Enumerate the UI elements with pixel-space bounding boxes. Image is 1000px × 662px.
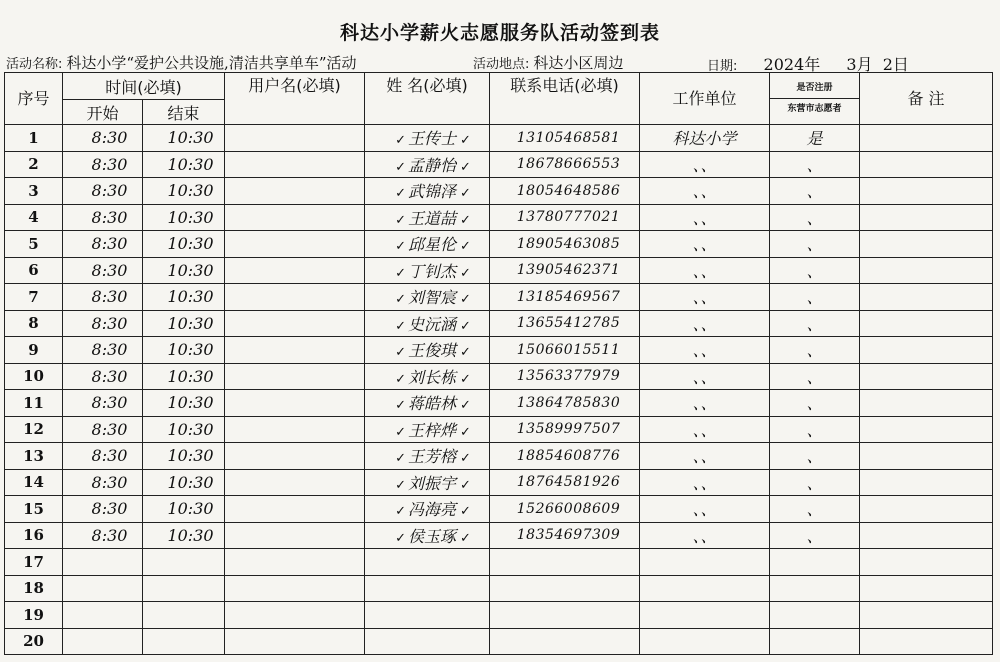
row-unit [640, 575, 770, 602]
row-username [225, 310, 365, 337]
row-name [365, 178, 490, 205]
row-end-time: 10:30 [143, 310, 225, 337]
row-registered: 、 [770, 257, 860, 284]
table-row [5, 204, 993, 231]
row-username [225, 443, 365, 470]
col-end-header: 结束 [143, 100, 225, 125]
check-mark-icon: ✓ [395, 239, 406, 255]
row-start-time: 8:30 [63, 284, 143, 311]
row-phone: 18764581926 [490, 469, 640, 496]
row-seq: 14 [5, 469, 63, 496]
row-remarks [860, 522, 993, 549]
row-registered [770, 602, 860, 629]
row-registered [770, 575, 860, 602]
row-remarks [860, 231, 993, 258]
row-name [365, 575, 490, 602]
row-unit: 、、 [640, 390, 770, 417]
row-end-time: 10:30 [143, 231, 225, 258]
check-mark-icon: ✓ [460, 398, 471, 414]
check-mark-icon: ✓ [460, 159, 471, 175]
row-end-time: 10:30 [143, 522, 225, 549]
row-end-time: 10:30 [143, 469, 225, 496]
row-name-text: 刘长栋 [407, 367, 456, 387]
check-mark-icon: ✓ [395, 371, 406, 387]
row-phone [490, 549, 640, 576]
row-registered: 、 [770, 443, 860, 470]
row-start-time: 8:30 [63, 178, 143, 205]
row-name-text: 蒋皓林 [407, 394, 456, 414]
row-remarks [860, 469, 993, 496]
row-remarks [860, 443, 993, 470]
row-end-time: 10:30 [143, 151, 225, 178]
check-mark-icon: ✓ [460, 345, 471, 361]
row-start-time: 8:30 [63, 151, 143, 178]
row-end-time: 10:30 [143, 443, 225, 470]
check-mark-icon: ✓ [460, 530, 471, 546]
row-start-time [63, 602, 143, 629]
row-username [225, 496, 365, 523]
row-name [365, 496, 490, 523]
row-seq: 2 [5, 151, 63, 178]
row-unit: 、、 [640, 204, 770, 231]
row-username [225, 628, 365, 655]
table-row [5, 549, 993, 576]
row-registered: 、 [770, 469, 860, 496]
table-row [5, 602, 993, 629]
row-seq: 7 [5, 284, 63, 311]
row-remarks [860, 628, 993, 655]
col-username-header: 用户名(必填) [225, 73, 365, 125]
row-name-text: 武锦泽 [407, 182, 456, 202]
check-mark-icon: ✓ [395, 477, 406, 493]
table-row [5, 178, 993, 205]
check-mark-icon: ✓ [460, 212, 471, 228]
signin-table [4, 72, 993, 655]
row-phone [490, 628, 640, 655]
row-end-time: 10:30 [143, 284, 225, 311]
table-row [5, 575, 993, 602]
row-start-time: 8:30 [63, 390, 143, 417]
row-username [225, 549, 365, 576]
row-start-time: 8:30 [63, 257, 143, 284]
row-seq: 12 [5, 416, 63, 443]
sheet-title: 科达小学薪火志愿服务队活动签到表 [339, 22, 660, 44]
row-registered [770, 628, 860, 655]
check-mark-icon: ✓ [460, 186, 471, 202]
row-phone [490, 575, 640, 602]
row-name-text: 王俊琪 [407, 341, 456, 361]
row-name [365, 628, 490, 655]
check-mark-icon: ✓ [395, 504, 406, 520]
row-registered: 、 [770, 496, 860, 523]
table-row [5, 443, 993, 470]
row-end-time: 10:30 [143, 337, 225, 364]
row-name [365, 284, 490, 311]
table-row [5, 284, 993, 311]
date-year: 2024年 [763, 55, 821, 74]
row-unit: 、、 [640, 522, 770, 549]
row-seq: 3 [5, 178, 63, 205]
row-registered: 、 [770, 310, 860, 337]
row-remarks [860, 575, 993, 602]
row-registered: 、 [770, 522, 860, 549]
row-start-time: 8:30 [63, 125, 143, 152]
row-name [365, 204, 490, 231]
row-name-text: 侯玉琢 [407, 526, 456, 546]
activity-name [6, 52, 357, 73]
activity-location-value: 科达小区周边 [533, 54, 624, 72]
row-phone: 13655412785 [490, 310, 640, 337]
row-unit [640, 602, 770, 629]
check-mark-icon: ✓ [395, 265, 406, 281]
row-name-text: 刘智宸 [407, 288, 456, 308]
row-name [365, 363, 490, 390]
row-phone: 18905463085 [490, 231, 640, 258]
row-unit [640, 549, 770, 576]
row-phone: 18678666553 [490, 151, 640, 178]
row-name-text: 王梓烨 [407, 420, 456, 440]
check-mark-icon: ✓ [395, 133, 406, 149]
check-mark-icon: ✓ [460, 318, 471, 334]
row-seq: 16 [5, 522, 63, 549]
row-name [365, 337, 490, 364]
row-remarks [860, 416, 993, 443]
row-name [365, 390, 490, 417]
row-phone: 18354697309 [490, 522, 640, 549]
row-unit: 、、 [640, 469, 770, 496]
row-unit: 、、 [640, 231, 770, 258]
row-username [225, 575, 365, 602]
row-unit: 、、 [640, 284, 770, 311]
row-start-time: 8:30 [63, 337, 143, 364]
row-seq: 11 [5, 390, 63, 417]
row-name-text: 邱星伦 [407, 235, 456, 255]
check-mark-icon: ✓ [460, 371, 471, 387]
row-remarks [860, 602, 993, 629]
row-unit: 、、 [640, 363, 770, 390]
row-end-time: 10:30 [143, 257, 225, 284]
row-username [225, 602, 365, 629]
check-mark-icon: ✓ [460, 504, 471, 520]
row-phone: 18854608776 [490, 443, 640, 470]
row-phone: 13185469567 [490, 284, 640, 311]
row-registered: 、 [770, 284, 860, 311]
row-start-time: 8:30 [63, 204, 143, 231]
date-day: 2日 [882, 55, 909, 74]
table-row [5, 469, 993, 496]
check-mark-icon: ✓ [460, 424, 471, 440]
row-username [225, 151, 365, 178]
row-seq: 13 [5, 443, 63, 470]
row-remarks [860, 496, 993, 523]
row-remarks [860, 337, 993, 364]
row-start-time: 8:30 [63, 363, 143, 390]
row-end-time [143, 602, 225, 629]
row-remarks [860, 178, 993, 205]
check-mark-icon: ✓ [395, 186, 406, 202]
activity-name-value: 科达小学“爱护公共设施,清洁共享单车”活动 [66, 54, 357, 72]
row-start-time [63, 628, 143, 655]
row-start-time: 8:30 [63, 469, 143, 496]
row-seq: 4 [5, 204, 63, 231]
row-remarks [860, 390, 993, 417]
col-unit-header: 工作单位 [640, 73, 770, 125]
row-registered: 、 [770, 231, 860, 258]
row-registered: 、 [770, 178, 860, 205]
row-unit: 、、 [640, 310, 770, 337]
row-username [225, 257, 365, 284]
row-name [365, 257, 490, 284]
row-username [225, 204, 365, 231]
row-unit: 、、 [640, 337, 770, 364]
date-month: 3月 [846, 55, 873, 74]
row-unit: 、、 [640, 178, 770, 205]
row-name [365, 602, 490, 629]
row-name-text: 王道喆 [407, 208, 456, 228]
row-username [225, 178, 365, 205]
row-registered: 、 [770, 151, 860, 178]
check-mark-icon: ✓ [460, 265, 471, 281]
row-username [225, 390, 365, 417]
row-registered: 、 [770, 390, 860, 417]
row-name [365, 125, 490, 152]
row-start-time [63, 549, 143, 576]
row-remarks [860, 310, 993, 337]
row-remarks [860, 284, 993, 311]
row-registered: 、 [770, 363, 860, 390]
table-row [5, 151, 993, 178]
table-row [5, 416, 993, 443]
check-mark-icon: ✓ [460, 477, 471, 493]
row-remarks [860, 151, 993, 178]
row-end-time: 10:30 [143, 390, 225, 417]
activity-location-label: 活动地点: [473, 57, 530, 72]
row-registered: 、 [770, 204, 860, 231]
row-username [225, 363, 365, 390]
row-end-time: 10:30 [143, 496, 225, 523]
row-end-time [143, 628, 225, 655]
table-row [5, 257, 993, 284]
check-mark-icon: ✓ [460, 133, 471, 149]
row-phone: 13589997507 [490, 416, 640, 443]
activity-location [473, 52, 623, 73]
row-start-time: 8:30 [63, 443, 143, 470]
row-unit: 、、 [640, 416, 770, 443]
row-phone: 18054648586 [490, 178, 640, 205]
row-seq: 19 [5, 602, 63, 629]
row-seq: 15 [5, 496, 63, 523]
row-seq: 1 [5, 125, 63, 152]
registered-title: 是否注册 [796, 83, 833, 93]
row-start-time: 8:30 [63, 416, 143, 443]
row-seq: 17 [5, 549, 63, 576]
row-name [365, 231, 490, 258]
check-mark-icon: ✓ [395, 292, 406, 308]
row-name-text: 王芳榕 [407, 447, 456, 467]
table-row [5, 125, 993, 152]
check-mark-icon: ✓ [460, 451, 471, 467]
row-unit: 科达小学 [640, 125, 770, 152]
col-registered-header [770, 73, 860, 125]
row-end-time: 10:30 [143, 178, 225, 205]
row-username [225, 284, 365, 311]
row-name [365, 310, 490, 337]
check-mark-icon: ✓ [395, 159, 406, 175]
row-remarks [860, 363, 993, 390]
row-name [365, 522, 490, 549]
row-name [365, 443, 490, 470]
row-remarks [860, 125, 993, 152]
table-row [5, 390, 993, 417]
table-row [5, 363, 993, 390]
row-registered: 、 [770, 416, 860, 443]
row-unit: 、、 [640, 496, 770, 523]
row-name [365, 151, 490, 178]
row-start-time: 8:30 [63, 310, 143, 337]
row-registered [770, 549, 860, 576]
check-mark-icon: ✓ [395, 451, 406, 467]
table-row [5, 628, 993, 655]
col-remarks-header: 备 注 [860, 73, 993, 125]
row-name-text: 王传士 [407, 129, 456, 149]
row-name-text: 丁钊杰 [407, 261, 456, 281]
activity-name-label: 活动名称: [6, 57, 63, 72]
row-phone: 13864785830 [490, 390, 640, 417]
row-seq: 5 [5, 231, 63, 258]
row-name [365, 469, 490, 496]
row-name [365, 416, 490, 443]
check-mark-icon: ✓ [460, 239, 471, 255]
table-row [5, 337, 993, 364]
row-name [365, 549, 490, 576]
check-mark-icon: ✓ [395, 530, 406, 546]
check-mark-icon: ✓ [395, 212, 406, 228]
row-remarks [860, 257, 993, 284]
row-phone: 15066015511 [490, 337, 640, 364]
table-row [5, 522, 993, 549]
col-start-header: 开始 [63, 100, 143, 125]
check-mark-icon: ✓ [395, 424, 406, 440]
row-username [225, 337, 365, 364]
col-seq-header: 序号 [5, 73, 63, 125]
row-end-time [143, 549, 225, 576]
row-unit: 、、 [640, 443, 770, 470]
row-end-time: 10:30 [143, 204, 225, 231]
check-mark-icon: ✓ [395, 318, 406, 334]
row-username [225, 125, 365, 152]
row-username [225, 416, 365, 443]
row-remarks [860, 204, 993, 231]
row-end-time: 10:30 [143, 363, 225, 390]
row-unit: 、、 [640, 257, 770, 284]
row-start-time: 8:30 [63, 231, 143, 258]
row-name-text: 孟静怡 [407, 155, 456, 175]
row-seq: 10 [5, 363, 63, 390]
row-phone: 13905462371 [490, 257, 640, 284]
row-end-time: 10:30 [143, 125, 225, 152]
row-seq: 9 [5, 337, 63, 364]
row-phone: 13780777021 [490, 204, 640, 231]
row-end-time [143, 575, 225, 602]
check-mark-icon: ✓ [395, 398, 406, 414]
row-seq: 20 [5, 628, 63, 655]
col-phone-header: 联系电话(必填) [490, 73, 640, 125]
row-end-time: 10:30 [143, 416, 225, 443]
check-mark-icon: ✓ [460, 292, 471, 308]
row-phone: 13563377979 [490, 363, 640, 390]
table-row [5, 231, 993, 258]
row-registered: 是 [770, 125, 860, 152]
row-registered: 、 [770, 337, 860, 364]
row-name-text: 刘振宇 [407, 473, 456, 493]
row-unit: 、、 [640, 151, 770, 178]
row-seq: 6 [5, 257, 63, 284]
row-phone: 13105468581 [490, 125, 640, 152]
check-mark-icon: ✓ [395, 345, 406, 361]
row-username [225, 231, 365, 258]
row-name-text: 史沅涵 [407, 314, 456, 334]
table-row [5, 310, 993, 337]
row-username [225, 522, 365, 549]
row-phone: 15266008609 [490, 496, 640, 523]
row-name-text: 冯海亮 [407, 500, 456, 520]
row-unit [640, 628, 770, 655]
row-remarks [860, 549, 993, 576]
row-username [225, 469, 365, 496]
col-time-header: 时间(必填) [63, 73, 225, 100]
col-name-header: 姓 名(必填) [365, 73, 490, 125]
row-seq: 8 [5, 310, 63, 337]
row-start-time: 8:30 [63, 522, 143, 549]
row-start-time: 8:30 [63, 496, 143, 523]
date-label: 日期: [707, 59, 738, 74]
table-row [5, 496, 993, 523]
row-phone [490, 602, 640, 629]
row-start-time [63, 575, 143, 602]
registered-subtitle: 东营市志愿者 [787, 104, 842, 114]
row-seq: 18 [5, 575, 63, 602]
